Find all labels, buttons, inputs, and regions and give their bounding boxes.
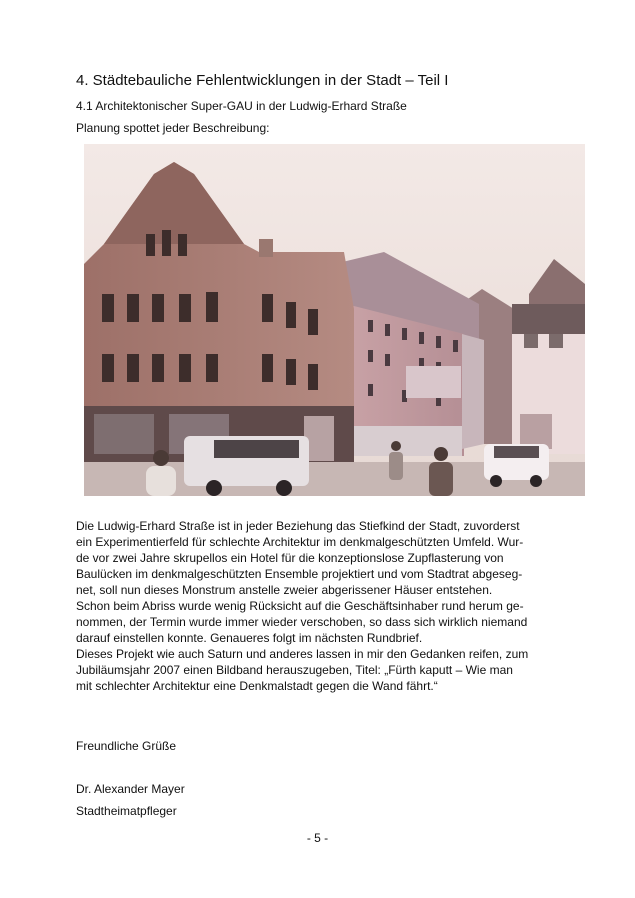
- paragraph-1-line: Baulücken im denkmalgeschützten Ensemble projektiert und vom Stadtrat abgeseg-: [76, 567, 523, 581]
- paragraph-2: [76, 646, 566, 694]
- subsection-heading: 4.1 Architektonischer Super-GAU in der Ludwig-Erhard Straße: [76, 99, 407, 113]
- paragraph-1-line: darauf einstellen konnte. Genaueres folgt im nächsten Rundbrief.: [76, 631, 423, 645]
- paragraph-2-line: Dieses Projekt wie auch Saturn und anderes lassen in mir den Gedanken reifen, zum: [76, 647, 529, 661]
- street-photo: [84, 144, 585, 496]
- paragraph-2-line: mit schlechter Architektur eine Denkmalstadt gegen die Wand fährt.“: [76, 679, 438, 693]
- paragraph-1: [76, 518, 566, 646]
- author-name: Dr. Alexander Mayer: [76, 782, 185, 796]
- greeting: Freundliche Grüße: [76, 739, 177, 753]
- paragraph-1-line: Schon beim Abriss wurde wenig Rücksicht auf die Geschäftsinhaber rund herum ge-: [76, 599, 524, 613]
- page-number: - 5 -: [306, 831, 329, 845]
- section-heading: 4. Städtebauliche Fehlentwicklungen in der Stadt – Teil I: [76, 72, 449, 89]
- paragraph-1-line: ein Experimentierfeld für schlechte Architektur im denkmalgeschützten Umfeld. Wur-: [76, 535, 524, 549]
- paragraph-1-line: Die Ludwig-Erhard Straße ist in jeder Beziehung das Stiefkind der Stadt, zuvorderst: [76, 519, 520, 533]
- author-role: Stadtheimatpfleger: [76, 804, 177, 818]
- paragraph-1-line: nommen, der Termin wurde immer wieder verschoben, so dass sich wirklich niemand: [76, 615, 528, 629]
- paragraph-2-line: Jubiläumsjahr 2007 einen Bildband herauszugeben, Titel: „Fürth kaputt – Wie man: [76, 663, 513, 677]
- paragraph-1-line: de vor zwei Jahre skrupellos ein Hotel für die konzeptionslose Zupflasterung von: [76, 551, 504, 565]
- intro-line: Planung spottet jeder Beschreibung:: [76, 121, 270, 135]
- paragraph-1-line: net, soll nun dieses Monstrum anstelle zweier abgerissener Häuser entstehen.: [76, 583, 493, 597]
